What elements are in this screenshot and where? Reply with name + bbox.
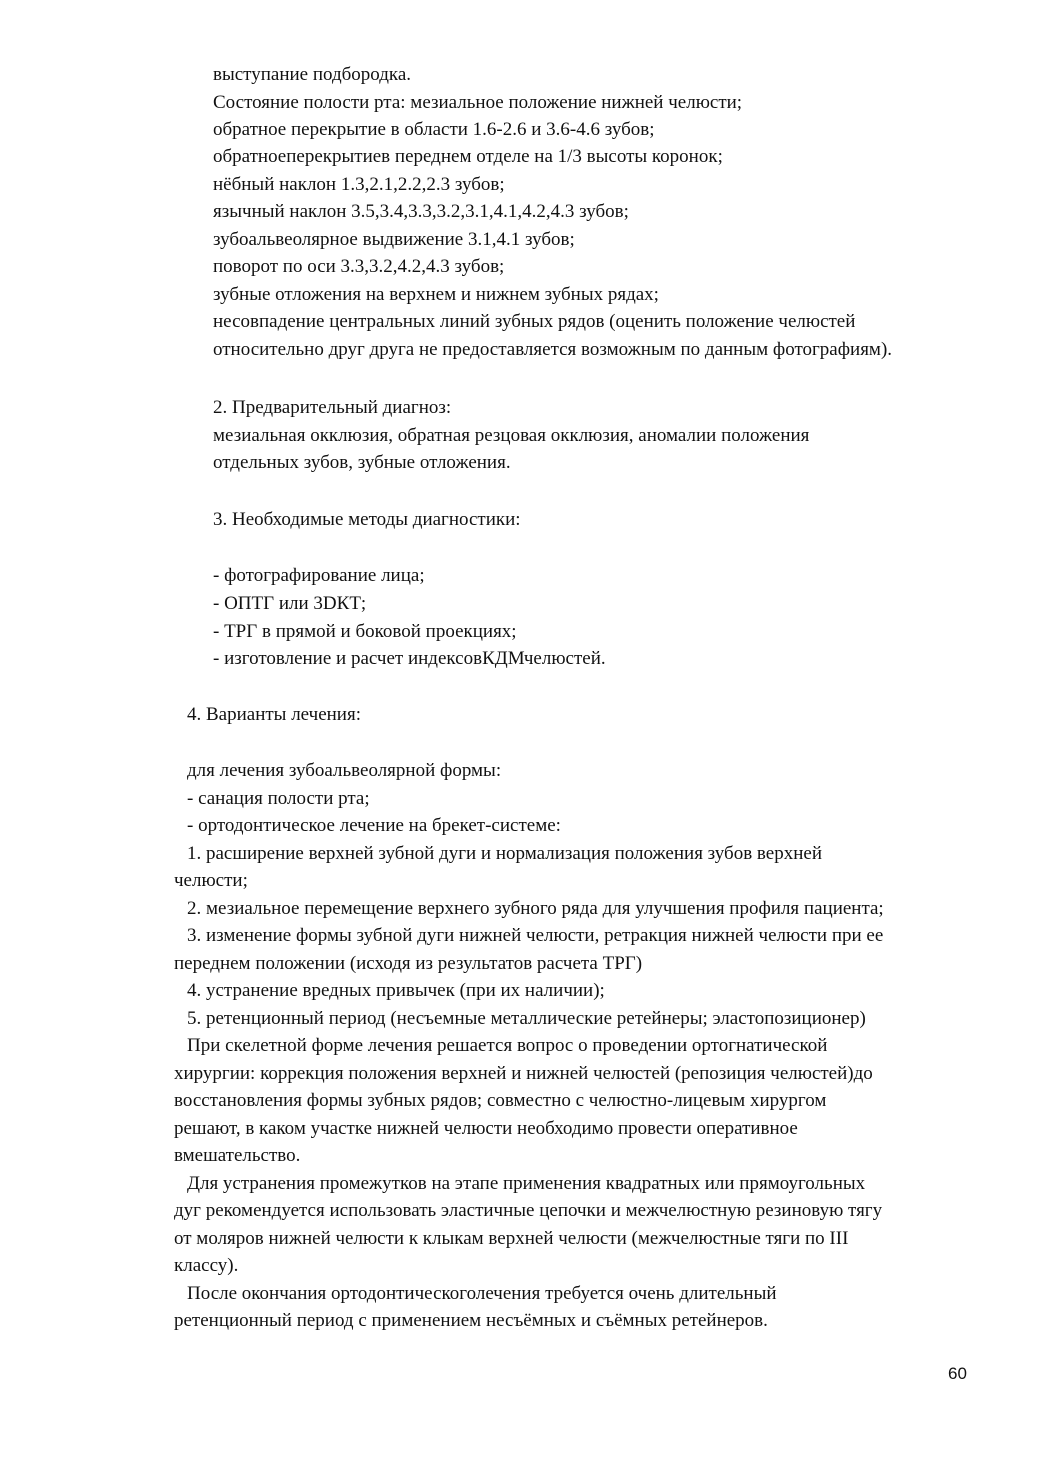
methods-item: - изготовление и расчет индексовКДМчелюстей. (213, 648, 606, 669)
treatment-line: 2. мезиальное перемещение верхнего зубного ряда для улучшения профиля пациента; (187, 898, 884, 919)
page-number: 60 (948, 1364, 967, 1383)
treatment-line: классу). (174, 1255, 239, 1276)
methods-item: - фотографирование лица; (213, 565, 425, 586)
exam-line: обратноеперекрытиев переднем отделе на 1/3 высоты коронок; (213, 146, 723, 167)
methods-item: - ОПТГ или 3DКТ; (213, 593, 367, 614)
treatment-line: После окончания ортодонтическоголечения требуется очень длительный (187, 1283, 777, 1304)
treatment-line: челюсти; (174, 870, 248, 891)
exam-line: зубные отложения на верхнем и нижнем зубных рядах; (213, 284, 659, 305)
methods-heading: 3. Необходимые методы диагностики: (213, 509, 521, 530)
treatment-line: - ортодонтическое лечение на брекет-системе: (187, 815, 561, 836)
exam-line: выступание подбородка. (213, 64, 412, 85)
treatment-line: вмешательство. (174, 1145, 301, 1166)
treatment-line: хирургии: коррекция положения верхней и нижней челюстей (репозиция челюстей)до (174, 1063, 873, 1084)
exam-line: Состояние полости рта: мезиальное положение нижней челюсти; (213, 92, 743, 113)
exam-line: несовпадение центральных линий зубных рядов (оценить положение челюстей (213, 311, 856, 332)
treatment-line: переднем положении (исходя из результатов расчета ТРГ) (174, 953, 643, 974)
treatment-line: от моляров нижней челюсти к клыкам верхней челюсти (межчелюстные тяги по III (174, 1228, 849, 1249)
exam-line: относительно друг друга не предоставляется возможным по данным фотографиям). (213, 339, 893, 360)
treatment-line: При скелетной форме лечения решается вопрос о проведении ортогнатической (187, 1035, 828, 1056)
treatment-line: решают, в каком участке нижней челюсти необходимо провести оперативное (174, 1118, 798, 1139)
exam-line: язычный наклон 3.5,3.4,3.3,3.2,3.1,4.1,4.2,4.3 зубов; (213, 201, 629, 222)
treatment-line: 3. изменение формы зубной дуги нижней челюсти, ретракция нижней челюсти при ее (187, 925, 884, 946)
treatment-heading: 4. Варианты лечения: (187, 704, 361, 725)
exam-line: нёбный наклон 1.3,2.1,2.2,2.3 зубов; (213, 174, 505, 195)
treatment-line: ретенционный период с применением несъёмных и съёмных ретейнеров. (174, 1310, 768, 1331)
exam-line: поворот по оси 3.3,3.2,4.2,4.3 зубов; (213, 256, 505, 277)
diagnosis-line: мезиальная окклюзия, обратная резцовая окклюзия, аномалии положения (213, 425, 810, 446)
diagnosis-heading: 2. Предварительный диагноз: (213, 397, 452, 418)
treatment-line: 5. ретенционный период (несъемные металлические ретейнеры; эластопозиционер) (187, 1008, 866, 1029)
treatment-line: для лечения зубоальвеолярной формы: (187, 760, 502, 781)
exam-line: обратное перекрытие в области 1.6-2.6 и 3.6-4.6 зубов; (213, 119, 655, 140)
exam-line: зубоальвеолярное выдвижение 3.1,4.1 зубов; (213, 229, 575, 250)
treatment-line: дуг рекомендуется использовать эластичные цепочки и межчелюстную резиновую тягу (174, 1200, 883, 1221)
treatment-line: восстановления формы зубных рядов; совместно с челюстно-лицевым хирургом (174, 1090, 827, 1111)
treatment-line: 4. устранение вредных привычек (при их наличии); (187, 980, 605, 1001)
diagnosis-line: отдельных зубов, зубные отложения. (213, 452, 511, 473)
treatment-line: 1. расширение верхней зубной дуги и нормализация положения зубов верхней (187, 843, 822, 864)
treatment-line: Для устранения промежутков на этапе применения квадратных или прямоугольных (187, 1173, 866, 1194)
treatment-line: - санация полости рта; (187, 788, 370, 809)
methods-item: - ТРГ в прямой и боковой проекциях; (213, 621, 517, 642)
